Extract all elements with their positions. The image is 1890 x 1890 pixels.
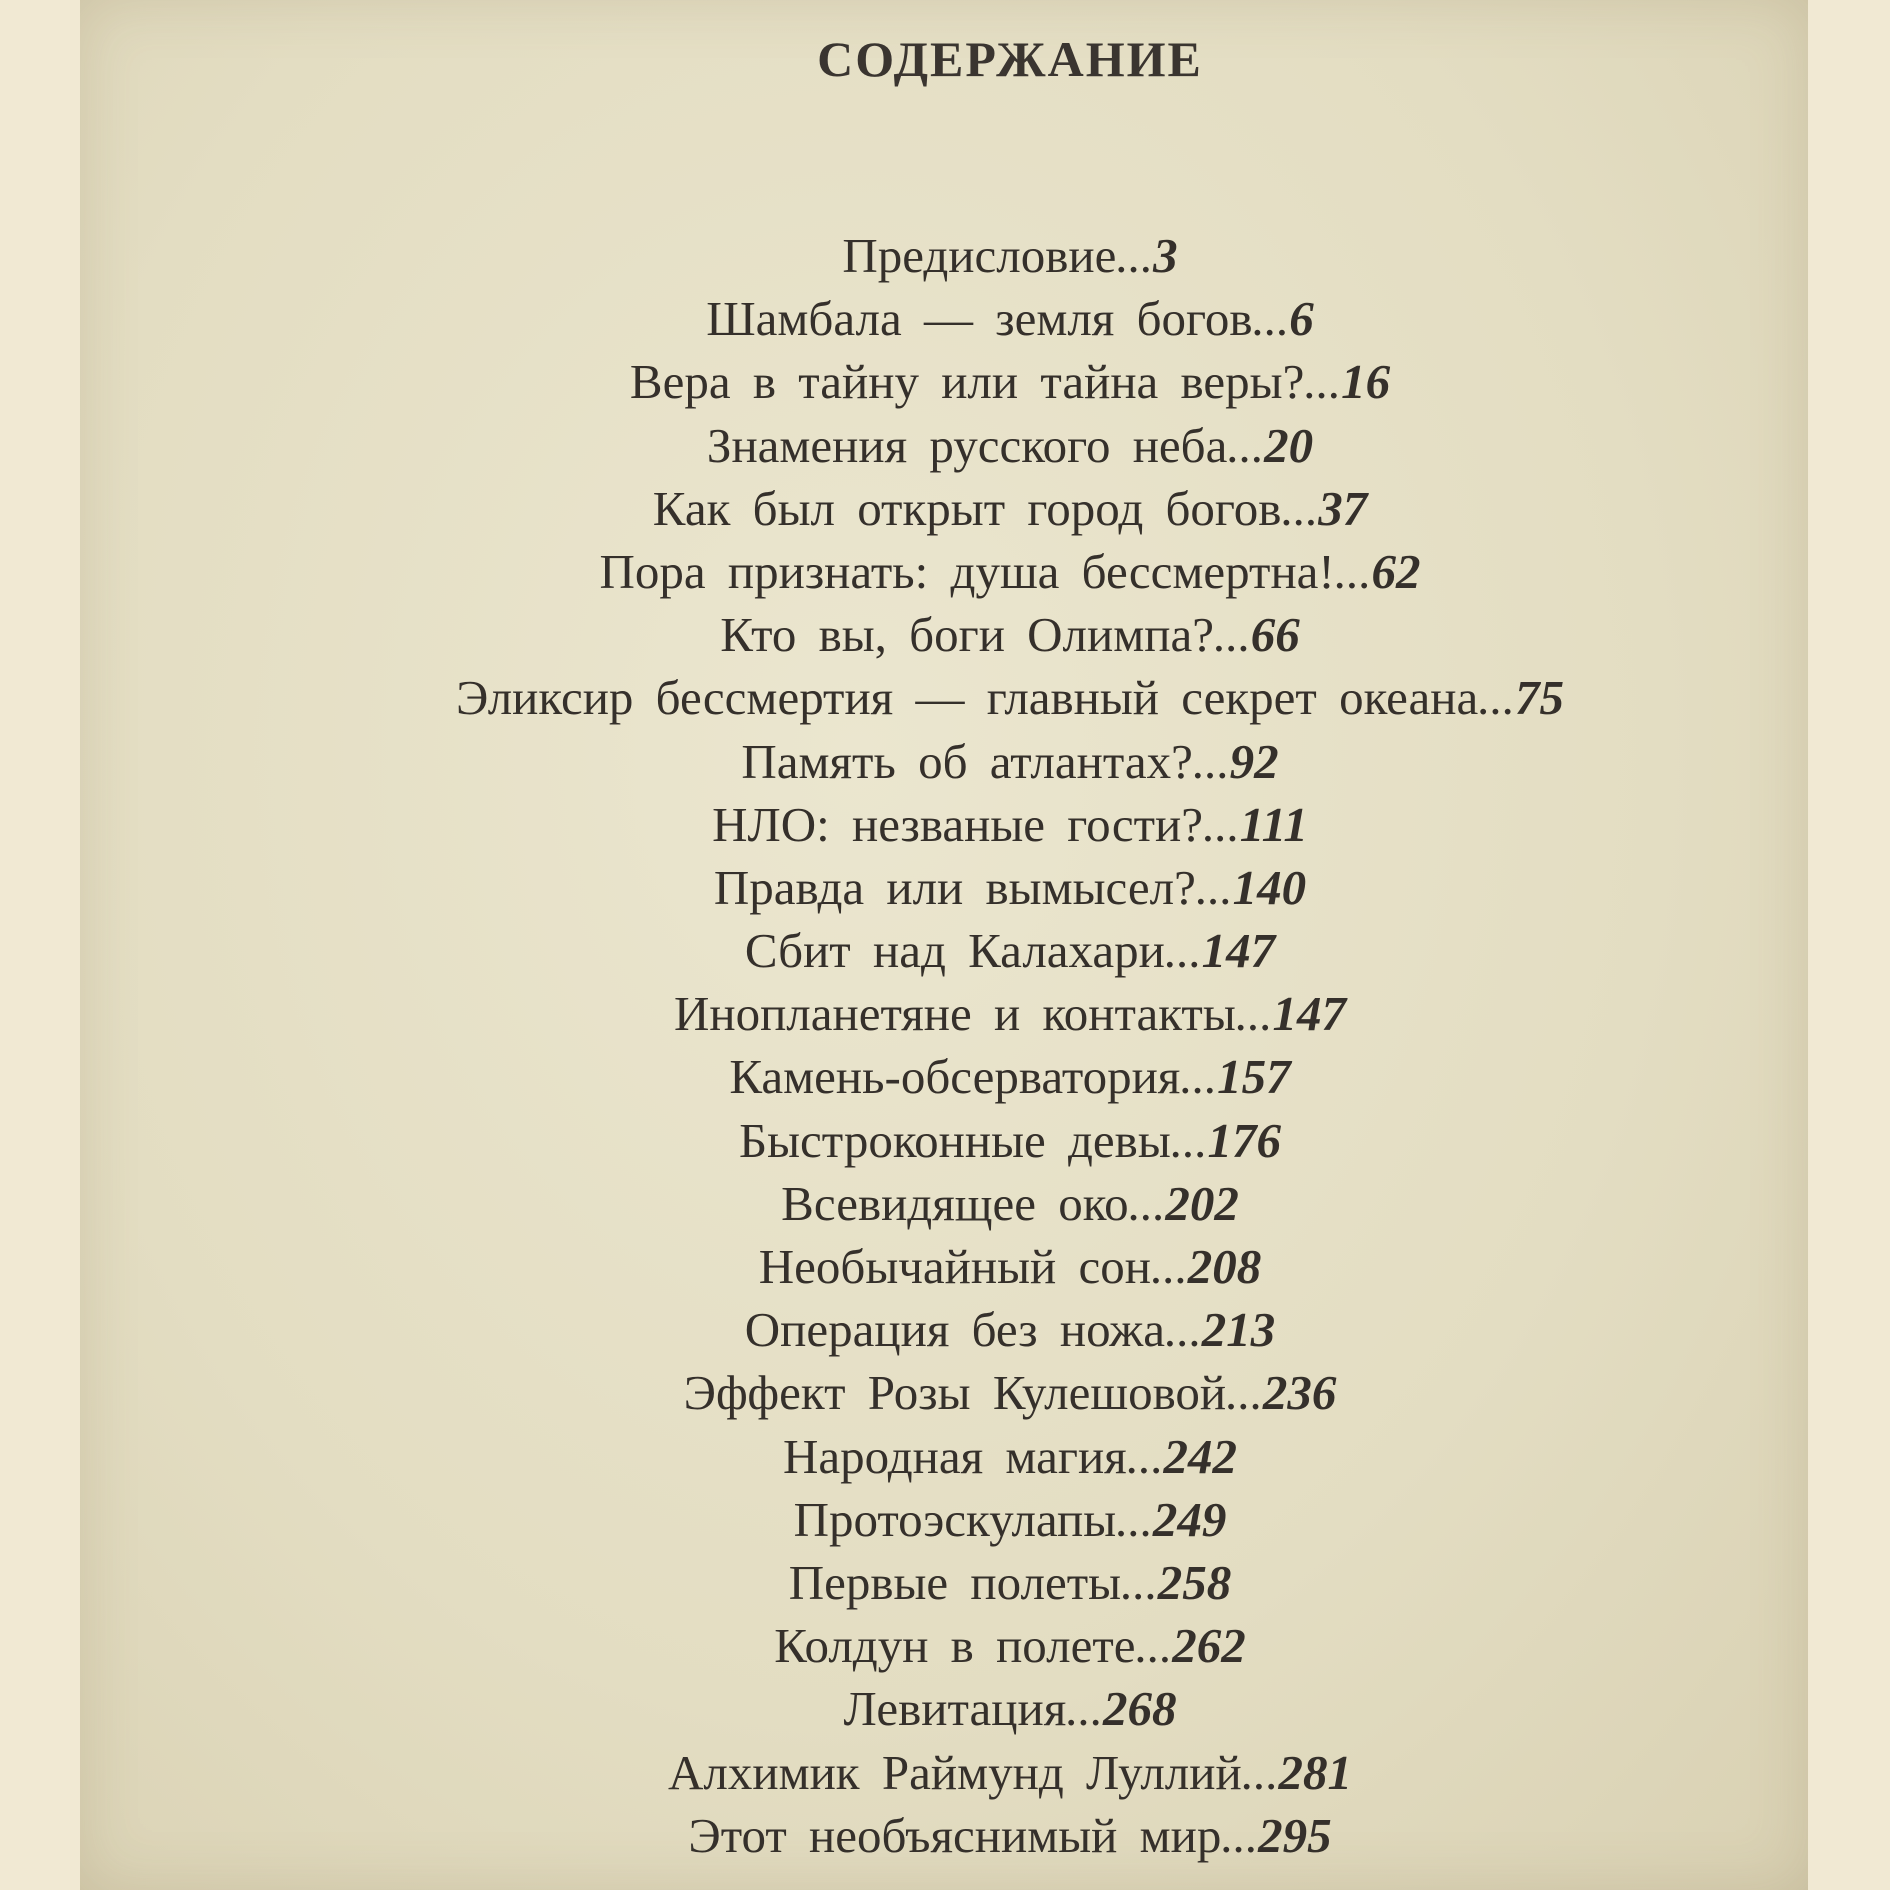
toc-entry-dots: ... — [1213, 607, 1251, 663]
toc-entry-page: 295 — [1258, 1807, 1332, 1863]
toc-entry-page: 213 — [1201, 1302, 1276, 1358]
toc-entry — [0, 730, 1890, 793]
toc-entry-title: Протоэскулапы — [793, 1491, 1117, 1547]
toc-entry-dots: ... — [1221, 1807, 1259, 1863]
toc-entry — [0, 477, 1890, 540]
toc-entry — [0, 666, 1890, 729]
toc-entry-title: Быстроконные девы — [739, 1112, 1171, 1168]
toc-entry-dots: ... — [1135, 1618, 1173, 1674]
toc-entry — [0, 540, 1890, 603]
page-title: СОДЕРЖАНИЕ — [817, 31, 1203, 87]
toc-entry-title: Вера в тайну или тайна веры? — [629, 354, 1305, 410]
table-of-contents — [0, 224, 1890, 1867]
toc-entry-dots: ... — [1252, 291, 1290, 347]
toc-entry — [0, 856, 1890, 919]
toc-entry — [0, 603, 1890, 666]
toc-entry — [0, 1425, 1890, 1488]
toc-entry-dots: ... — [1334, 543, 1372, 599]
toc-entry-title: Инопланетяне и контакты — [673, 986, 1236, 1042]
toc-entry-dots: ... — [1121, 1554, 1158, 1610]
toc-entry-page: 62 — [1371, 543, 1421, 599]
toc-entry-page: 140 — [1232, 859, 1307, 915]
toc-entry-title: Кто вы, боги Олимпа? — [720, 607, 1214, 663]
toc-entry-title: Эффект Розы Кулешовой — [683, 1365, 1227, 1421]
toc-entry — [0, 1741, 1890, 1804]
toc-entry — [0, 1551, 1890, 1614]
toc-entry-dots: ... — [1150, 1239, 1188, 1294]
toc-entry-dots: ... — [1116, 1491, 1153, 1547]
toc-entry-title: Сбит над Калахари — [744, 923, 1165, 979]
toc-entry-dots: ... — [1192, 733, 1230, 789]
toc-entry — [0, 1235, 1890, 1298]
toc-entry-dots: ... — [1203, 796, 1240, 852]
toc-entry-dots: ... — [1235, 986, 1273, 1042]
toc-entry-page: 268 — [1103, 1681, 1177, 1737]
toc-entry-page: 37 — [1318, 480, 1368, 536]
toc-entry-page: 16 — [1341, 354, 1391, 410]
toc-entry — [0, 224, 1890, 287]
toc-entry — [0, 1298, 1890, 1361]
toc-entry — [0, 1172, 1890, 1235]
toc-entry-title: Колдун в полете — [774, 1618, 1136, 1674]
toc-entry-page: 20 — [1264, 417, 1314, 473]
toc-entry — [0, 1804, 1890, 1867]
toc-entry-dots: ... — [1226, 1365, 1263, 1421]
toc-entry-title: Народная магия — [783, 1428, 1127, 1484]
toc-entry-dots: ... — [1128, 1175, 1166, 1231]
toc-entry-title: Правда или вымысел? — [713, 859, 1196, 915]
toc-entry-dots: ... — [1170, 1112, 1208, 1168]
toc-entry-title: Эликсир бессмертия — главный секрет океана — [456, 670, 1479, 726]
toc-entry-dots: ... — [1164, 923, 1202, 979]
toc-entry-page: 176 — [1207, 1112, 1281, 1168]
toc-entry — [0, 1361, 1890, 1424]
toc-entry-title: Операция без ножа — [744, 1302, 1165, 1358]
toc-entry-dots: ... — [1066, 1681, 1103, 1737]
toc-entry — [0, 919, 1890, 982]
toc-entry-dots: ... — [1116, 228, 1154, 283]
toc-entry-dots: ... — [1164, 1302, 1202, 1358]
toc-entry-title: Шамбала — земля богов — [706, 291, 1253, 347]
toc-entry-title: Первые полеты — [788, 1554, 1122, 1610]
toc-entry-page: 6 — [1289, 291, 1314, 347]
toc-entry-title: Пора признать: душа бессмертна! — [599, 543, 1335, 599]
toc-entry-page: 66 — [1250, 607, 1300, 663]
toc-entry-title: Левитация — [843, 1681, 1067, 1737]
toc-entry-title: Знамения русского неба — [706, 417, 1228, 473]
toc-entry-page: 281 — [1278, 1744, 1352, 1800]
toc-entry — [0, 350, 1890, 413]
toc-entry-page: 236 — [1262, 1365, 1337, 1421]
toc-entry-title: Предисловие — [842, 228, 1117, 283]
toc-entry-dots: ... — [1227, 417, 1265, 473]
toc-entry-title: Этот необъяснимый мир — [688, 1807, 1222, 1863]
toc-entry-page: 75 — [1515, 670, 1564, 726]
toc-entry — [0, 982, 1890, 1045]
toc-entry — [0, 1045, 1890, 1108]
toc-entry-title: Алхимик Раймунд Луллий — [668, 1744, 1242, 1800]
toc-entry — [0, 1614, 1890, 1677]
toc-entry — [0, 414, 1890, 477]
toc-entry-page: 249 — [1152, 1491, 1227, 1547]
toc-entry-dots: ... — [1304, 354, 1342, 410]
toc-entry-title: Необычайный сон — [758, 1239, 1151, 1294]
toc-entry-dots: ... — [1281, 480, 1319, 536]
toc-entry-page: 3 — [1153, 228, 1178, 283]
toc-entry-dots: ... — [1180, 1049, 1218, 1105]
toc-entry-page: 262 — [1172, 1618, 1246, 1674]
toc-entry-page: 92 — [1229, 733, 1279, 789]
toc-entry — [0, 1488, 1890, 1551]
toc-entry-page: 111 — [1239, 796, 1308, 852]
toc-entry-dots: ... — [1126, 1428, 1164, 1484]
toc-entry-page: 242 — [1163, 1428, 1237, 1484]
toc-entry-dots: ... — [1241, 1744, 1279, 1800]
toc-entry — [0, 793, 1890, 856]
toc-entry-page: 258 — [1157, 1554, 1232, 1610]
toc-entry-page: 147 — [1201, 923, 1276, 979]
toc-entry-page: 202 — [1165, 1175, 1239, 1231]
toc-entry-title: Память об атлантах? — [741, 733, 1193, 789]
toc-entry-title: Камень-обсерватория — [729, 1049, 1181, 1105]
toc-entry-title: Как был открыт город богов — [652, 480, 1282, 536]
toc-entry — [0, 287, 1890, 350]
toc-entry-page: 157 — [1217, 1049, 1291, 1105]
toc-entry — [0, 1109, 1890, 1172]
toc-entry-title: НЛО: незваные гости? — [712, 796, 1204, 852]
toc-entry — [0, 1677, 1890, 1740]
toc-entry-page: 147 — [1272, 986, 1347, 1042]
toc-entry-title: Всевидящее око — [781, 1175, 1129, 1231]
toc-entry-dots: ... — [1195, 859, 1233, 915]
toc-entry-page: 208 — [1187, 1239, 1262, 1294]
toc-entry-dots: ... — [1478, 670, 1515, 726]
